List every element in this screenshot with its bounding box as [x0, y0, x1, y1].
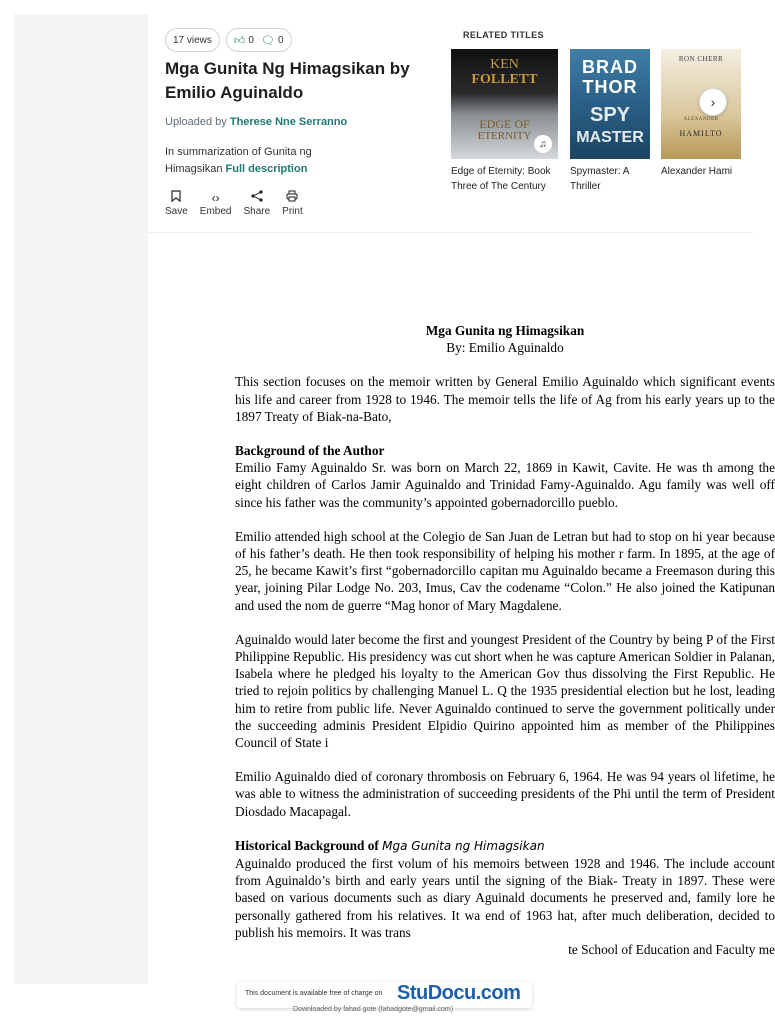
book-title[interactable]: Edge of Eternity: Book Three of The Century	[451, 166, 551, 192]
likes-count: 0	[248, 34, 254, 46]
downloaded-by-text: Downloaded by fahad gote (fahadgote@gmail.com)	[293, 1006, 454, 1013]
share-icon	[251, 190, 263, 206]
cover-text: HAMILTO	[679, 129, 723, 138]
reaction-badge[interactable]	[226, 28, 292, 52]
paragraph: Emilio Aguinaldo died of coronary thrombosis on February 6, 1964. He was 94 years ol lifetime, he was able to witness the administration of succeeding presidents of the Phi until the term of President Diosdado Macapagal.	[235, 769, 775, 819]
book-title[interactable]: Spymaster: A Thriller	[570, 166, 629, 192]
share-button[interactable]	[243, 190, 270, 217]
related-book[interactable]	[570, 49, 654, 194]
code-icon: ‹›	[211, 191, 220, 205]
embed-label: Embed	[199, 206, 232, 217]
views-count: 17 views	[173, 34, 212, 46]
comment-icon[interactable]: 🗨︎	[260, 34, 275, 47]
paragraph: Aguinaldo produced the first volum of his memoirs between 1928 and 1946. The include account from Aguinaldo’s birth and early years until the signing of the Biak- Treaty in 1897. These were based on various documents such as diary Aguinald documents he preserved and, family lore he personally gathered from his relatives. It wa end of 1963 hat, after much deliberation, decided to publish his memoirs. It was trans	[235, 856, 775, 940]
book-cover[interactable]	[451, 49, 558, 159]
cover-text: MASTER	[576, 129, 644, 146]
uploader-link[interactable]: Therese Nne Serranno	[229, 116, 348, 128]
section-heading-title: Mga Gunita ng Himagsikan	[382, 838, 545, 853]
uploader-line	[165, 116, 347, 128]
comments-count: 0	[277, 34, 284, 46]
carousel-next-button[interactable]	[699, 88, 727, 116]
chevron-right-icon: ›	[710, 94, 716, 110]
cover-text: ETERNITY	[477, 130, 532, 142]
paragraph-partial: te School of Education and Faculty me	[568, 942, 775, 958]
action-bar	[165, 190, 303, 217]
intro-paragraph: This section focuses on the memoir written by General Emilio Aguinaldo which significant events his life and career from 1928 to 1946. The memoir tells the life of Ag from his early years up to the 1897 Treaty of Biak-na-Bato,	[235, 374, 775, 424]
related-titles-heading: RELATED TITLES	[463, 30, 544, 40]
headphones-icon: ♫	[534, 135, 552, 153]
save-button[interactable]	[165, 190, 188, 217]
embed-button[interactable]	[200, 190, 232, 217]
document-title: Mga Gunita Ng Himagsikan by Emilio Aguinaldo	[165, 59, 410, 102]
cover-text: ALEXANDER	[683, 117, 719, 122]
section-heading	[235, 837, 775, 855]
related-carousel	[451, 49, 733, 199]
paragraph: Emilio attended high school at the Colegio de San Juan de Letran but had to stop on hi year because of his father’s death. He then took responsibility of helping his mother r farm. In 1895, at the age of 25, he became Kawit’s first “gobernadorcillo capitan mu Aguinaldo became a Freemason during this year, joining Pilar Lodge No. 203, Imus, Cav the codename “Colon.” He also joined the Katipunan and used the nom de guerre “Mag honor of Mary Magdalene.	[235, 528, 775, 613]
bookmark-icon	[171, 190, 181, 206]
views-badge	[165, 28, 220, 52]
cover-text: SPY	[589, 104, 631, 126]
print-button[interactable]	[282, 190, 303, 217]
full-description-link[interactable]: Full description	[225, 163, 308, 175]
uploaded-by-label: Uploaded by	[165, 116, 227, 128]
cover-text: KEN	[490, 57, 519, 72]
section-heading: Background of the Author	[235, 443, 385, 459]
printer-icon	[286, 190, 298, 206]
print-label: Print	[282, 206, 303, 217]
cover-text: BRAD	[582, 57, 638, 77]
book-title[interactable]: Alexander Hami	[661, 166, 733, 177]
studocu-banner[interactable]	[237, 982, 532, 1008]
section-heading-text: Historical Background of	[235, 837, 379, 853]
paragraph: Emilio Famy Aguinaldo Sr. was born on March 22, 1869 in Kawit, Cavite. He was th among the eight children of Carlos Jamir Aguinaldo and Trinidad Famy-Aguinaldo. Agu family was well off since his father was the community’s appointed gobernadorcillo pueblo.	[235, 460, 775, 510]
left-rail	[14, 14, 148, 984]
description	[165, 144, 355, 178]
related-book[interactable]	[451, 49, 558, 194]
paragraph: Aguinaldo would later become the first and youngest President of the Country by being P of the First Philippine Republic. His presidency was cut short when he was capture American Soldier in Palanan, Isabela where he pledged his loyalty to the American Gov thus dissolving the First Republic. He tried to rejoin politics by challenging Manuel L. Q the 1935 presidential election but he lost, leading him to retire from public life. Never Aguinaldo continued to serve the government politically under the succeeding adminis President Elpidio Quirino appointed him as member of the Philippines Council of State i	[235, 631, 775, 751]
description-text: In summarization of Gunita ng Himagsikan	[165, 146, 312, 175]
share-label: Share	[243, 206, 271, 217]
document-heading: Mga Gunita ng Himagsikan	[425, 323, 585, 338]
cover-text: FOLLETT	[471, 72, 538, 87]
document-body	[235, 322, 775, 958]
book-cover[interactable]	[570, 49, 650, 159]
stats-bar	[165, 28, 292, 52]
studocu-logo[interactable]: StuDocu.com	[397, 982, 521, 1004]
document-page	[148, 233, 775, 984]
availability-text: This document is available free of charge on	[245, 990, 383, 997]
save-label: Save	[165, 206, 188, 217]
cover-text: EDGE OF	[479, 117, 530, 131]
cover-text: RON CHERR	[678, 55, 724, 63]
document-byline: By: Emilio Aguinaldo	[446, 340, 564, 356]
cover-text: THOR	[582, 77, 638, 97]
thumbs-up-icon[interactable]: 👍︎	[233, 34, 246, 47]
